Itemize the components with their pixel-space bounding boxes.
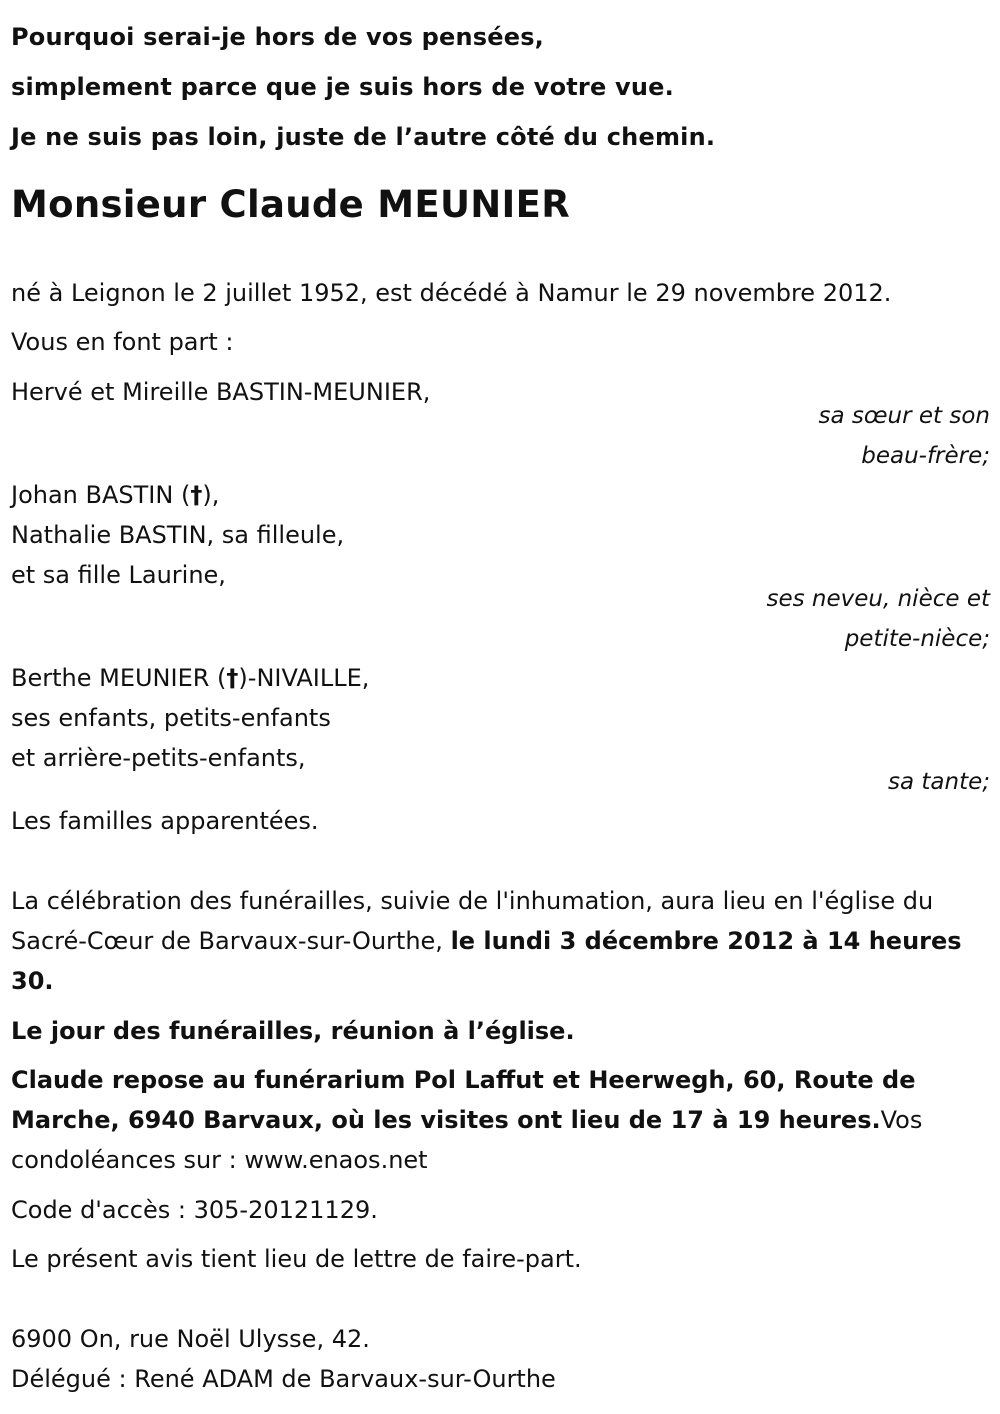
family-name-suffix: ), [202,481,220,509]
family-line: Les familles apparentées. [11,807,319,835]
relation-text: beau-frère; [861,443,990,469]
ceremony-date: le lundi 3 décembre 2012 à 14 heures 30. [11,927,962,995]
condolences-text: Vos condoléances sur : www.enaos.net [11,1106,923,1174]
access-code: Code d'accès : 305-20121129. [11,1196,378,1224]
ceremony-paragraph [11,881,991,1001]
family-line [11,475,219,515]
ceremony-text: La célébration des funérailles, suivie de l'inhumation, aura lieu en l'église du Sacré-Cœur de Barvaux-sur-Ourthe, [11,887,934,955]
family-line: Hervé et Mireille BASTIN-MEUNIER, [11,378,431,406]
poem-line: Je ne suis pas loin, juste de l’autre côté du chemin. [11,123,716,151]
poem-line: simplement parce que je suis hors de votre vue. [11,73,674,101]
family-line: Nathalie BASTIN, sa filleule, [11,521,345,549]
relation-text: ses neveu, nièce et [766,586,990,612]
deceased-name: Monsieur Claude MEUNIER [11,183,570,226]
notice-text: Le présent avis tient lieu de lettre de faire-part. [11,1245,582,1273]
family-name: Johan BASTIN ( [11,481,191,509]
family-line: et arrière-petits-enfants, [11,744,306,772]
rest-paragraph [11,1060,991,1180]
relation-text: sa tante; [888,769,990,795]
funerarium-info: Claude repose au funérarium Pol Laffut et Heerwegh, 60, Route de Marche, 6940 Barvaux, où les visites ont lieu de 17 à 19 heures. [11,1066,916,1134]
family-line [11,658,369,698]
relation-text: petite-nièce; [844,626,990,652]
relation-text: sa sœur et son [818,403,990,429]
poem [11,12,715,162]
family-line: et sa fille Laurine, [11,561,226,589]
cross-icon: † [190,481,203,509]
delegate-text: Délégué : René ADAM de Barvaux-sur-Ourthe [11,1365,556,1393]
family-name-suffix: )-NIVAILLE, [238,664,370,692]
family-line: ses enfants, petits-enfants [11,704,331,732]
meeting-text: Le jour des funérailles, réunion à l’église. [11,1017,575,1045]
announce-text: Vous en font part : [11,328,234,356]
birth-death-info: né à Leignon le 2 juillet 1952, est décédé à Namur le 29 novembre 2012. [11,279,892,307]
family-name: Berthe MEUNIER ( [11,664,227,692]
cross-icon: † [226,664,239,692]
address-text: 6900 On, rue Noël Ulysse, 42. [11,1325,370,1353]
poem-line: Pourquoi serai-je hors de vos pensées, [11,23,544,51]
